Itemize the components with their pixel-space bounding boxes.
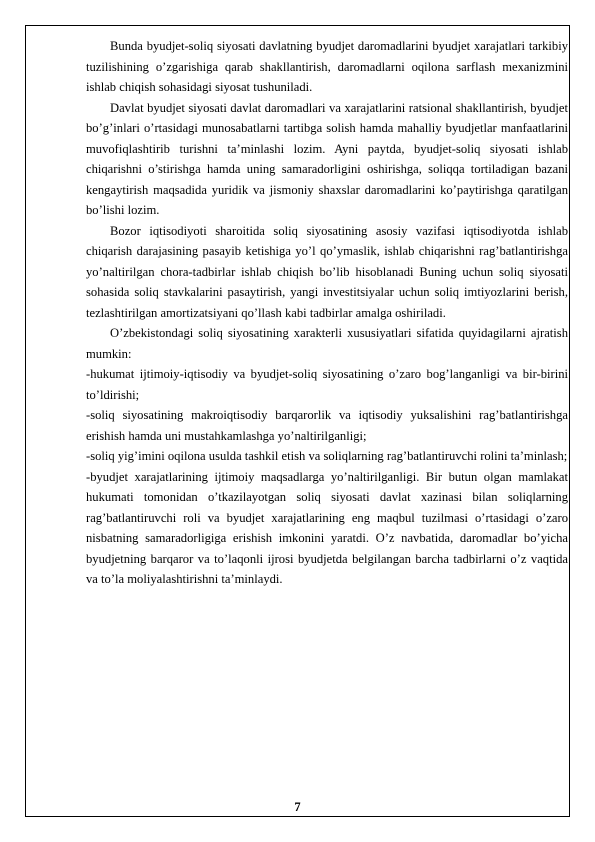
list-item-tax-collection: -soliq yig’imini oqilona usulda tashkil etish va soliqlarning rag’batlantiruvchi rolini ta’minlash; [86,449,568,463]
list-item-social-expenditure: -byudjet xarajatlarining ijtimoiy maqsadlarga yo’naltirilganligi. Bir butun olgan mamlakat hukumati tomonidan o’tkazilayotgan soliq siyosati davlat xazinasi bilan soliqlarning rag’batlantiruvchi roli va byudjet xarajatlarining eng maqbul tuzilmasi o’rtasidagi o’zaro nisbatning samaradorligiga erishish imkonini yaratdi. O’z navbatida, daromadlar bo’yicha byudjetning barqaror va to’laqonli ijrosi byudjetda belgilangan barcha tadbirlarni o’z vaqtida va to’la moliyalashtirishni ta’minlaydi. [86,469,568,586]
paragraph-uzbekistan-features-intro: O’zbekistondagi soliq siyosatining xarakterli xususiyatlari sifatida quyidagilarni ajratish mumkin: [86,326,568,361]
document-body [86,36,568,590]
paragraph-budget-tax-definition: Bunda byudjet-soliq siyosati davlatning byudjet daromadlarini byudjet xarajatlari tarkibiy tuzilishining o’zgarishiga qarab shakllantirish, daromadlarni oqilona sarflash mexanizmini ishlab chiqish sohasidagi siyosat tushuniladi. [86,39,568,94]
list-item-macro-stability: -soliq siyosatining makroiqtisodiy barqarorlik va iqtisodiy yuksalishini rag’batlantirishga erishish hamda uni mustahkamlashga yo’naltirilganligi; [86,408,568,443]
page-number: 7 [294,800,301,814]
paragraph-state-budget-policy: Davlat byudjet siyosati davlat daromadlari va xarajatlarini ratsional shakllantirish, byudjet bo’g’inlari o’rtasidagi munosabatlarni tartibga solish hamda mahalliy byudjetlar manfaatlarini muvofiqlashtirib turishni ta’minlashi lozim. Ayni paytda, byudjet-soliq siyosati ishlab chiqarishni o’stirishga hamda uning samaradorligini oshirishga, soliqqa tortiladigan bazani kengaytirish maqsadida yuridik va jismoniy shaxslar daromadlarini ko’paytirishga qaratilgan bo’lishi lozim. [86,100,568,217]
paragraph-market-economy-tax-task: Bozor iqtisodiyoti sharoitida soliq siyosatining asosiy vazifasi iqtisodiyotda ishlab chiqarish darajasining pasayib ketishiga yo’l qo’ymaslik, ishlab chiqarishni rag’batlantirishga yo’naltirilgan chora-tadbirlar ishlab chiqish bo’lib hisoblanadi Buning uchun soliq siyosati sohasida soliq stavkalarini pasaytirish, yangi investitsiyalar uchun soliq imtiyozlarini berish, tezlashtirilgan amortizatsiyani qo’llash kabi tadbirlar amalga oshiriladi. [86,223,568,320]
list-item-interconnection: -hukumat ijtimoiy-iqtisodiy va byudjet-soliq siyosatining o’zaro bog’langanligi va bir-birini to’ldirishi; [86,367,568,402]
